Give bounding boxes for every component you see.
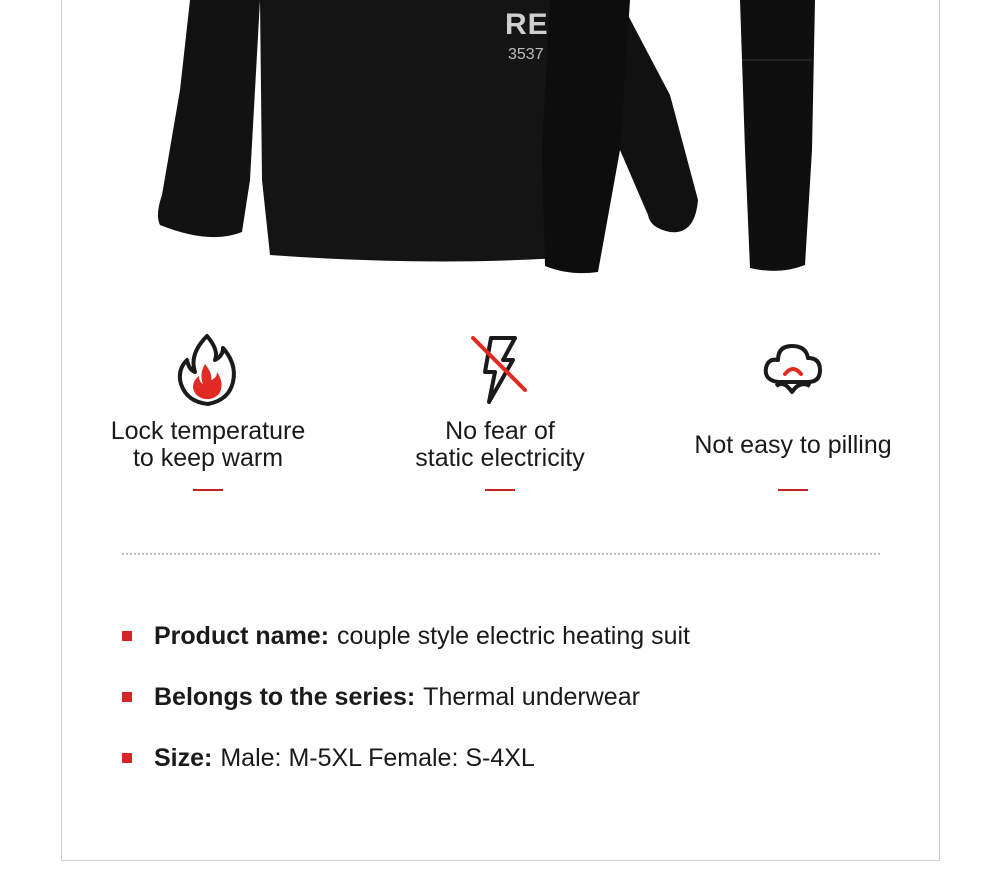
feature-warm: [78, 330, 338, 491]
feature-pilling: [663, 330, 923, 491]
bullet-icon: [122, 753, 132, 763]
accent-dash: [778, 489, 808, 491]
feature-label: Not easy to pilling: [694, 430, 892, 459]
spec-key: Size:: [154, 743, 213, 772]
spec-value: couple style electric heating suit: [337, 621, 690, 650]
watermark-text: RE: [505, 8, 549, 41]
spec-value: Thermal underwear: [423, 682, 640, 711]
spec-key: Belongs to the series:: [154, 682, 416, 711]
cotton-ball-icon: [756, 330, 830, 410]
spec-key: Product name:: [154, 621, 330, 650]
spec-series: [122, 677, 640, 717]
flame-icon: [171, 330, 245, 410]
spec-product-name: [122, 616, 690, 656]
bullet-icon: [122, 631, 132, 641]
feature-static: [370, 330, 630, 491]
feature-label: No fear of static electricity: [415, 417, 585, 472]
spec-value: Male: M-5XL Female: S-4XL: [220, 743, 535, 772]
feature-label: Lock temperature to keep warm: [110, 417, 306, 472]
thermal-suit-image: [150, 0, 830, 285]
spec-size: [122, 738, 535, 778]
dotted-divider: [122, 553, 880, 555]
no-static-lightning-icon: [463, 330, 537, 410]
watermark-number: 3537: [508, 46, 544, 63]
bullet-icon: [122, 692, 132, 702]
accent-dash: [485, 489, 515, 491]
accent-dash: [193, 489, 223, 491]
